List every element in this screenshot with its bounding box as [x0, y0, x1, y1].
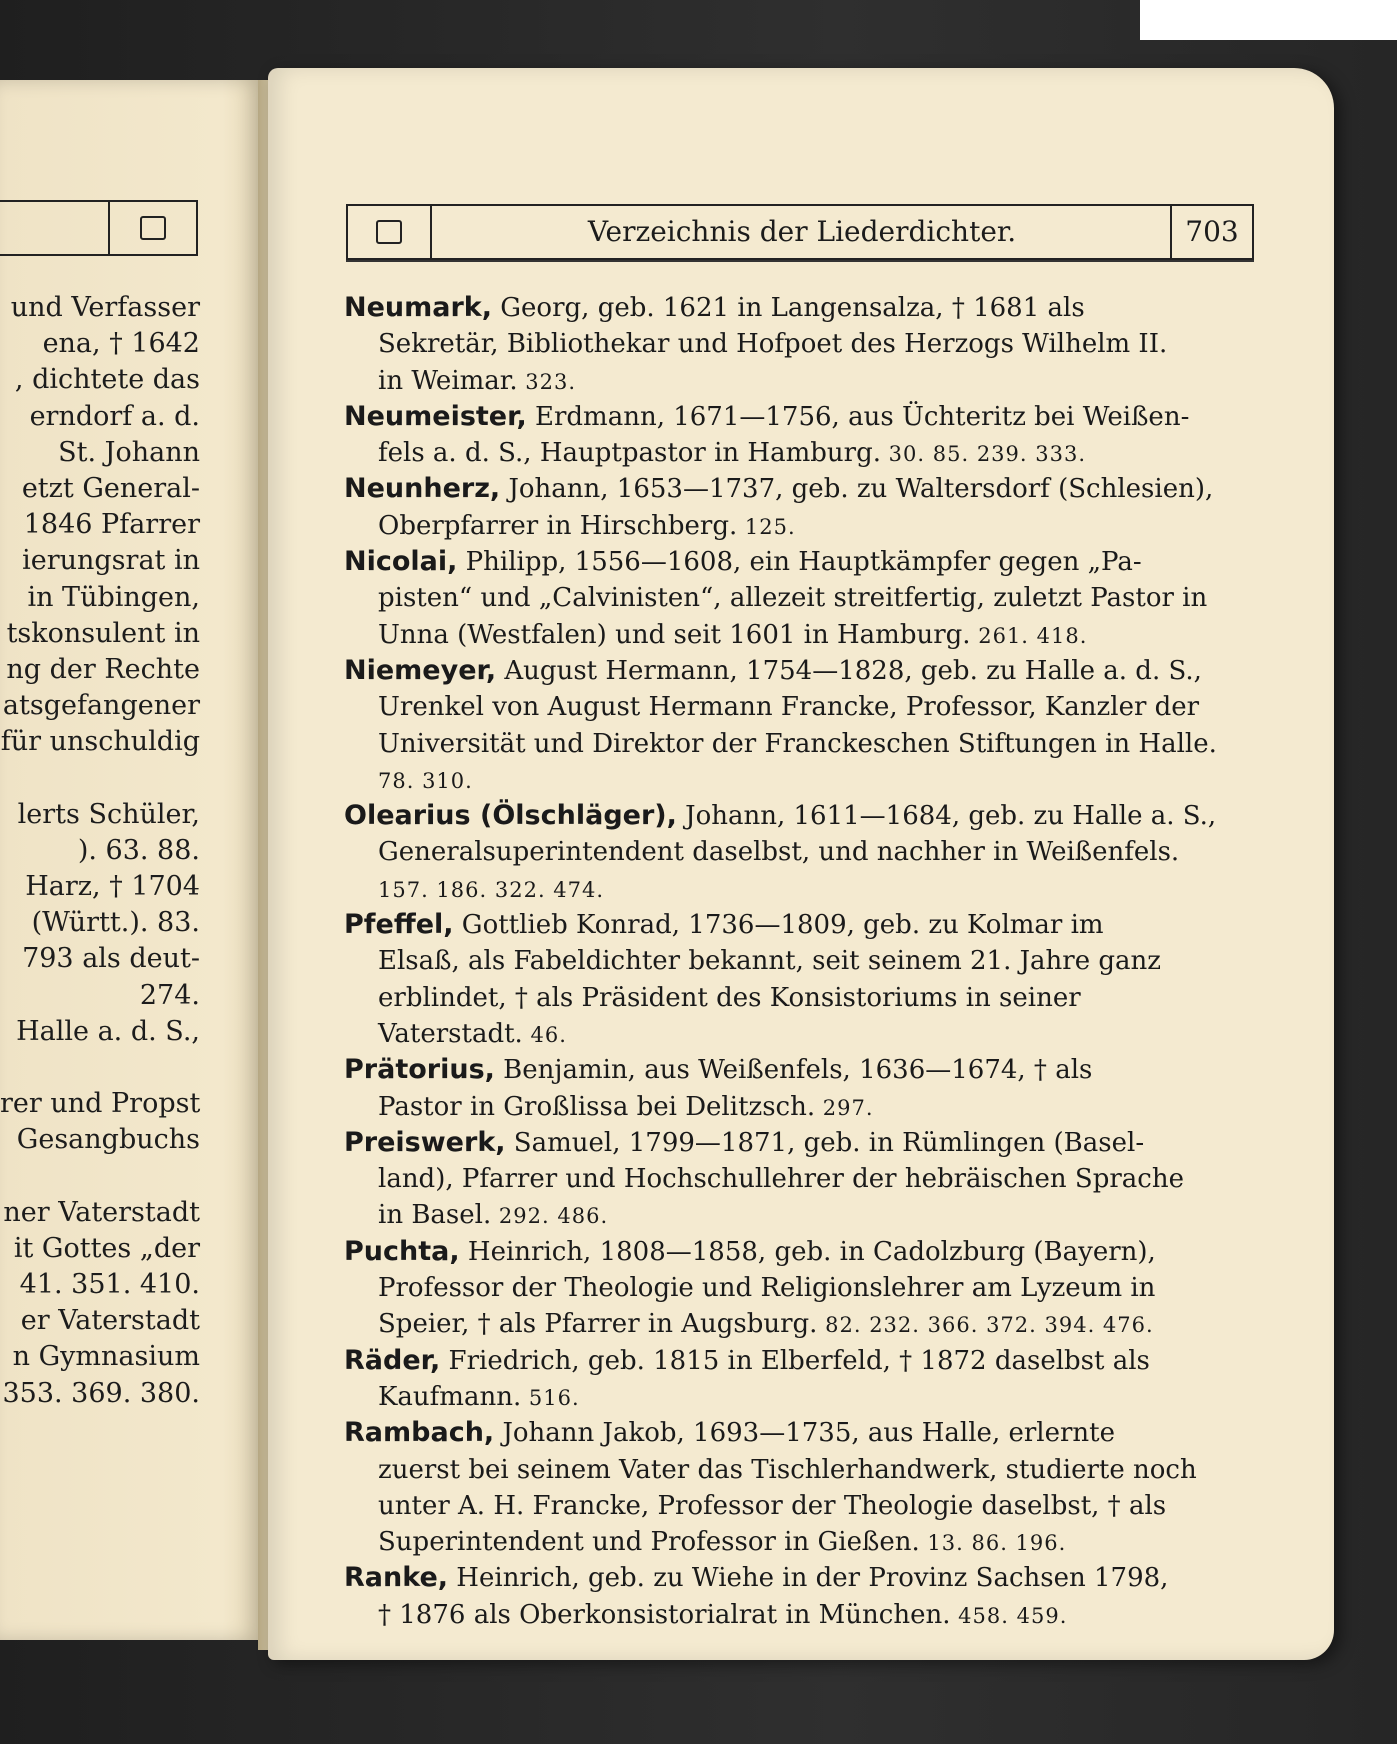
hymn-references: 78. 310.: [378, 768, 473, 793]
left-page-header: [0, 200, 198, 256]
header-ornament-box: [348, 206, 432, 258]
entry-text: Kaufmann.: [378, 1381, 522, 1412]
left-page-line: it Gottes „der: [13, 1232, 200, 1264]
entry-name: Neumark,: [344, 292, 493, 323]
entry-text: in Basel.: [378, 1200, 492, 1231]
entry-line: [344, 1524, 1256, 1560]
entry-name: Rambach,: [344, 1417, 495, 1449]
entry-name: Preiswerk,: [344, 1126, 506, 1158]
hymn-references: 261. 418.: [970, 623, 1088, 648]
left-page-line: 793 als deut-: [22, 943, 200, 975]
entry-text: Speier, † als Pfarrer in Augsburg.: [378, 1309, 818, 1340]
entry-text: Friedrich, geb. 1815 in Elberfeld, † 1872 daselbst als: [440, 1345, 1150, 1376]
entry-name: Prätorius,: [344, 1054, 495, 1086]
entry-text: Superintendent und Professor in Gießen.: [378, 1527, 920, 1558]
entry-list: [344, 290, 1256, 1633]
left-page-line: 274.: [139, 979, 200, 1011]
left-page-line: atsgefangener: [2, 690, 200, 722]
left-page-line: 353. 369. 380.: [2, 1377, 200, 1409]
left-page-line: etzt General-: [21, 472, 200, 504]
entry-name: Nicolai,: [344, 546, 458, 578]
hymn-references: 323.: [517, 369, 577, 394]
entry-text: Johann, 1611—1684, geb. zu Halle a. S.,: [676, 801, 1217, 832]
left-page-line: tskonsulent in: [6, 617, 200, 649]
entry-line: [344, 1306, 1256, 1342]
left-page-line: ). 63. 88.: [77, 834, 200, 866]
entry-text: Johann Jakob, 1693—1735, aus Halle, erlernte: [494, 1418, 1116, 1449]
entry-text: pisten“ und „Calvinisten“, allezeit streitfertig, zuletzt Pastor in: [378, 583, 1208, 614]
hymn-references: 46.: [522, 1022, 567, 1047]
dictionary-entry: [344, 1052, 1256, 1125]
left-page-line: St. Johann: [58, 436, 200, 468]
entry-line: [344, 290, 1256, 326]
entry-text: Oberpfarrer in Hirschberg.: [378, 510, 738, 541]
entry-text: Johann, 1653—1737, geb. zu Waltersdorf (Schlesien),: [500, 474, 1214, 505]
dictionary-entry: [344, 399, 1256, 472]
left-page-line: 1846 Pfarrer: [23, 509, 200, 541]
entry-text: in Weimar.: [378, 365, 518, 396]
entry-text: Samuel, 1799—1871, geb. in Rümlingen (Basel-: [505, 1127, 1145, 1158]
entry-line: [344, 1270, 1256, 1306]
left-page: [0, 80, 262, 1640]
hymn-references: 516.: [521, 1385, 580, 1410]
background-strip: [1140, 0, 1397, 40]
left-page-line: lerts Schüler,: [17, 798, 200, 830]
entry-line: [344, 1379, 1256, 1415]
entry-text: Benjamin, aus Weißenfels, 1636—1674, † als: [494, 1055, 1093, 1086]
entry-name: Ranke,: [344, 1562, 449, 1594]
page-header: [346, 204, 1254, 260]
entry-text: Professor der Theologie und Religionslehrer am Lyzeum in: [378, 1273, 1156, 1304]
entry-name: Pfeffel,: [344, 909, 454, 941]
left-page-line: [0, 1050, 200, 1086]
entry-text: Unna (Westfalen) und seit 1601 in Hamburg.: [378, 619, 971, 650]
dictionary-entry: [344, 1234, 1256, 1343]
hymn-references: 157. 186. 322. 474.: [378, 877, 605, 902]
entry-line: [344, 1452, 1256, 1488]
left-page-line: rer und Propst: [0, 1088, 201, 1120]
entry-text: August Hermann, 1754—1828, geb. zu Halle a. d. S.,: [496, 655, 1202, 686]
entry-line: [344, 943, 1256, 979]
left-page-line: ner Vaterstadt: [3, 1196, 200, 1228]
left-page-line: in Tübingen,: [27, 581, 200, 613]
entry-line: [344, 580, 1256, 616]
entry-line: [344, 726, 1256, 762]
left-page-line: und Verfasser: [10, 292, 200, 323]
left-page-line: [0, 760, 200, 796]
hymn-references: 82. 232. 366. 372. 394. 476.: [817, 1313, 1154, 1338]
entry-line: [344, 907, 1256, 943]
entry-line: [344, 689, 1256, 725]
hymn-references: 30. 85. 239. 333.: [881, 442, 1087, 467]
dictionary-entry: [344, 653, 1256, 798]
square-ornament-icon: [140, 216, 166, 240]
entry-line: [344, 834, 1256, 870]
entry-line: [344, 1089, 1256, 1125]
left-page-line: 41. 351. 410.: [19, 1269, 200, 1301]
entry-text: Georg, geb. 1621 in Langensalza, † 1681 als: [492, 293, 1085, 323]
dictionary-entry: [344, 1343, 1256, 1416]
entry-text: Elsaß, als Fabeldichter bekannt, seit seinem 21. Jahre ganz: [378, 946, 1161, 977]
left-page-line: ena, † 1642: [42, 328, 200, 360]
left-page-line: Gesangbuchs: [16, 1124, 200, 1156]
left-page-line: n Gymnasium: [12, 1341, 200, 1373]
dictionary-entry: [344, 798, 1256, 907]
page-number: 703: [1170, 206, 1252, 258]
entry-name: Neumeister,: [344, 400, 527, 432]
entry-line: [344, 435, 1256, 471]
dictionary-entry: [344, 1125, 1256, 1234]
entry-name: Olearius (Ölschläger),: [344, 800, 677, 832]
hymn-references: 292. 486.: [491, 1204, 609, 1229]
entry-line: [344, 363, 1256, 399]
left-page-line: für unschuldig: [0, 726, 200, 758]
entry-line: [344, 1125, 1256, 1161]
entry-line: [344, 798, 1256, 834]
entry-text: fels a. d. S., Hauptpastor in Hamburg.: [378, 438, 881, 469]
entry-text: Urenkel von August Hermann Francke, Professor, Kanzler der: [378, 692, 1200, 723]
entry-text: zuerst bei seinem Vater das Tischlerhandwerk, studierte noch: [378, 1454, 1197, 1485]
entry-line: [344, 1597, 1256, 1633]
entry-text: Heinrich, geb. zu Wiehe in der Provinz Sachsen 1798,: [448, 1563, 1169, 1594]
left-page-line: , dichtete das: [14, 364, 200, 396]
entry-text: Philipp, 1556—1608, ein Hauptkämpfer gegen „Pa-: [457, 547, 1142, 578]
entry-text: Generalsuperintendent daselbst, und nachher in Weißenfels.: [378, 837, 1180, 868]
entry-line: [344, 1161, 1256, 1197]
entry-name: Räder,: [344, 1344, 441, 1376]
entry-line: [344, 326, 1256, 362]
entry-text: † 1876 als Oberkonsistorialrat in München.: [378, 1599, 951, 1630]
entry-line: [344, 653, 1256, 689]
entry-line: [344, 1343, 1256, 1379]
dictionary-entry: [344, 1415, 1256, 1560]
entry-line: [344, 980, 1256, 1016]
header-rule: [346, 260, 1254, 262]
entry-name: Neunherz,: [344, 473, 501, 505]
right-page: [268, 68, 1334, 1660]
entry-line: [344, 1415, 1256, 1451]
entry-line: [344, 1234, 1256, 1270]
entry-name: Puchta,: [344, 1235, 460, 1267]
entry-text: Erdmann, 1671—1756, aus Üchteritz bei Weißen-: [526, 401, 1190, 432]
entry-text: Heinrich, 1808—1858, geb. in Cadolzburg (Bayern),: [459, 1236, 1156, 1267]
entry-text: unter A. H. Francke, Professor der Theologie daselbst, † als: [378, 1490, 1167, 1521]
entry-line: [344, 871, 1256, 907]
hymn-references: 297.: [815, 1095, 874, 1120]
left-header-box: [108, 202, 196, 254]
entry-name: Niemeyer,: [344, 654, 497, 686]
square-ornament-icon: [376, 220, 402, 244]
hymn-references: 13. 86. 196.: [919, 1531, 1067, 1556]
entry-text: Pastor in Großlissa bei Delitzsch.: [378, 1091, 816, 1122]
left-page-line: Harz, † 1704: [25, 871, 200, 902]
entry-text: Vaterstadt.: [378, 1018, 523, 1049]
entry-line: [344, 544, 1256, 580]
entry-line: [344, 471, 1256, 507]
entry-line: [344, 1016, 1256, 1052]
entry-line: [344, 399, 1256, 435]
left-page-line: Halle a. d. S.,: [16, 1015, 200, 1047]
entry-line: [344, 1197, 1256, 1233]
entry-line: [344, 1560, 1256, 1596]
dictionary-entry: [344, 471, 1256, 544]
entry-line: [344, 762, 1256, 798]
entry-text: land), Pfarrer und Hochschullehrer der hebräischen Sprache: [378, 1164, 1184, 1195]
hymn-references: 458. 459.: [950, 1603, 1068, 1628]
entry-line: [344, 508, 1256, 544]
hymn-references: 125.: [737, 514, 796, 539]
entry-text: Gottlieb Konrad, 1736—1809, geb. zu Kolmar im: [453, 910, 1104, 941]
entry-text: erblindet, † als Präsident des Konsistoriums in seiner: [378, 982, 1081, 1013]
page-title: Verzeichnis der Liederdichter.: [587, 215, 1017, 248]
left-page-text: [0, 290, 200, 1412]
entry-line: [344, 1488, 1256, 1524]
dictionary-entry: [344, 544, 1256, 653]
dictionary-entry: [344, 1560, 1256, 1633]
entry-line: [344, 1052, 1256, 1088]
left-page-line: (Württ.). 83.: [31, 907, 200, 939]
left-page-line: ierungsrat in: [22, 545, 200, 577]
entry-text: Sekretär, Bibliothekar und Hofpoet des Herzogs Wilhelm II.: [378, 329, 1168, 360]
left-page-line: ng der Rechte: [6, 653, 200, 685]
left-page-line: erndorf a. d.: [29, 400, 200, 432]
entry-text: Universität und Direktor der Franckeschen Stiftungen in Halle.: [378, 728, 1217, 759]
left-page-line: er Vaterstadt: [20, 1305, 200, 1337]
dictionary-entry: [344, 290, 1256, 399]
entry-line: [344, 617, 1256, 653]
left-page-line: [0, 1159, 200, 1195]
dictionary-entry: [344, 907, 1256, 1052]
